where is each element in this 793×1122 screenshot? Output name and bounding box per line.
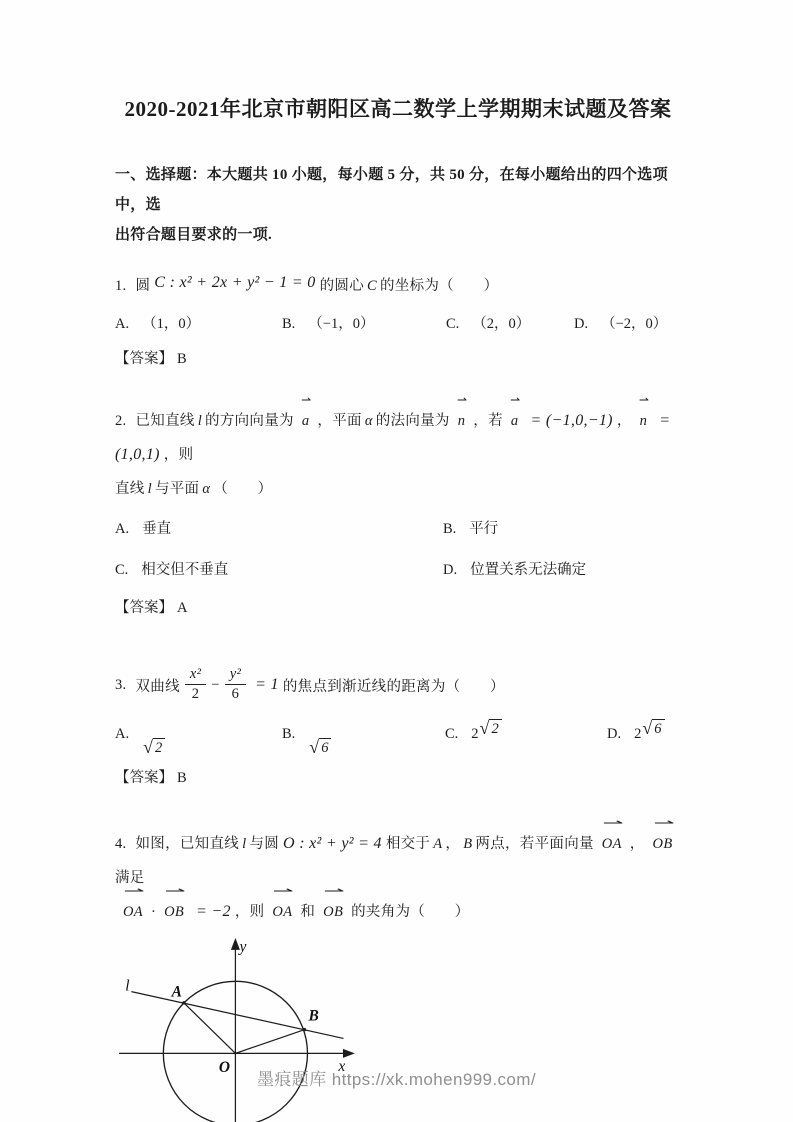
section-header-line1: 一、选择题：本大题共 10 小题，每小题 5 分，共 50 分，在每小题给出的四个选项中，选 xyxy=(115,167,668,213)
radical-value xyxy=(308,738,331,758)
segment-ob xyxy=(235,1029,304,1053)
variable-l: l xyxy=(242,835,247,852)
vector-n xyxy=(455,393,469,438)
stem-text: 和 xyxy=(300,903,316,920)
stem-text: 的焦点到渐近线的距离为（ ） xyxy=(282,678,505,695)
option-label: C. xyxy=(446,316,460,332)
question-2-number: 2. xyxy=(115,413,127,429)
question-4-stem-line1 xyxy=(115,815,681,898)
page-content xyxy=(0,94,793,1122)
option-label: A. xyxy=(115,726,130,742)
stem-text: 的方向向量为 xyxy=(205,413,294,429)
variable-alpha: α xyxy=(202,481,211,497)
stem-text: ， xyxy=(616,413,632,429)
vector-a-letter: a xyxy=(510,413,519,429)
circle-equation: O : x² + y² = 4 xyxy=(283,834,382,852)
option-b xyxy=(282,309,446,339)
question-1-number: 1. xyxy=(115,278,127,294)
answer-label: 【答案】 xyxy=(115,600,173,616)
vector-arrow-icon: ⇀ xyxy=(510,393,520,407)
vector-ob xyxy=(320,883,346,929)
option-text: 平行 xyxy=(469,521,499,537)
stem-text: ， xyxy=(629,835,645,852)
radicand: 2 xyxy=(489,719,501,738)
stem-text: 的圆心 xyxy=(319,278,364,294)
answer-value: B xyxy=(177,351,187,367)
vector-arrow-icon: ⇀ xyxy=(638,393,648,407)
option-d xyxy=(443,553,681,588)
vector-arrow-icon: ⇀ xyxy=(123,883,143,898)
option-b xyxy=(282,719,445,758)
radical-value xyxy=(471,719,501,749)
vector-n-value: = (1,0,1) xyxy=(115,412,671,463)
stem-text: 的夹角为（ ） xyxy=(351,903,470,920)
question-3-answer xyxy=(115,763,681,793)
vector-arrow-icon: ⇀ xyxy=(301,393,311,407)
minus-sign: − xyxy=(211,676,220,693)
equals-one: = 1 xyxy=(255,676,279,693)
answer-label: 【答案】 xyxy=(115,351,173,367)
question-3-stem xyxy=(115,657,681,713)
vector-ob xyxy=(650,815,676,861)
vector-oa-letters: OA xyxy=(123,903,143,920)
label-x: x xyxy=(338,1057,346,1075)
vector-oa xyxy=(599,815,625,861)
answer-label: 【答案】 xyxy=(115,769,173,786)
fraction-numerator: y² xyxy=(225,666,246,685)
stem-text: 满足 xyxy=(115,869,145,886)
dot-operator: · xyxy=(150,903,157,920)
question-2-stem-line2 xyxy=(115,472,681,506)
label-b: B xyxy=(308,1007,319,1025)
radical-coefficient: 2 xyxy=(634,726,642,742)
variable-c: C xyxy=(367,278,377,294)
sqrt-sign: √ xyxy=(479,718,490,738)
stem-text: ，则 xyxy=(234,903,265,920)
option-text: （1，0） xyxy=(142,316,201,332)
option-c xyxy=(446,309,574,339)
question-1-answer xyxy=(115,344,681,374)
stem-text: 圆 xyxy=(135,278,151,294)
sqrt-sign: √ xyxy=(642,718,653,738)
stem-text: ，若 xyxy=(473,413,503,429)
fraction-denominator: 6 xyxy=(231,685,240,702)
vector-arrow-icon: ⇀ xyxy=(323,883,343,898)
option-label: C. xyxy=(115,562,129,578)
stem-text: （ ） xyxy=(213,481,273,497)
label-y: y xyxy=(239,938,247,956)
question-4-number: 4. xyxy=(115,835,127,852)
question-3-number: 3. xyxy=(115,676,127,693)
option-label: D. xyxy=(574,316,589,332)
x-axis-arrow-icon xyxy=(343,1049,355,1058)
question-3-options xyxy=(115,719,681,758)
option-text: 位置关系无法确定 xyxy=(470,562,587,578)
stem-text: ，则 xyxy=(163,447,194,463)
dot-product-value: = −2 xyxy=(196,902,231,920)
vector-oa-letters: OA xyxy=(272,903,293,920)
stem-text: 两点，若平面向量 xyxy=(475,835,594,852)
sqrt-sign: √ xyxy=(143,737,153,757)
section-header-line2: 出符合题目要求的一项. xyxy=(115,227,273,243)
variable-l: l xyxy=(147,481,152,497)
question-2-options-row2 xyxy=(115,553,681,588)
question-1-options xyxy=(115,309,681,339)
segment-oa xyxy=(184,1003,235,1053)
option-b xyxy=(443,512,681,547)
radicand: 6 xyxy=(652,719,664,738)
radicand: 2 xyxy=(153,738,165,757)
stem-text: ，平面 xyxy=(317,413,362,429)
vector-oa xyxy=(120,883,146,929)
option-text: （2，0） xyxy=(472,316,531,332)
q4-circle-figure xyxy=(117,937,395,1122)
vector-arrow-icon: ⇀ xyxy=(653,815,673,830)
fraction-x2-over-2 xyxy=(185,666,206,704)
vector-a xyxy=(508,393,522,438)
vector-a-letter: a xyxy=(301,413,310,429)
point-b xyxy=(303,1028,307,1032)
question-4-figure-wrapper xyxy=(117,937,681,1122)
variable-b: B xyxy=(463,835,473,852)
fraction-y2-over-6 xyxy=(225,666,246,704)
vector-n xyxy=(637,393,651,438)
footer-watermark: 墨痕题库 https://xk.mohen999.com/ xyxy=(257,1070,536,1089)
option-d xyxy=(607,719,681,758)
option-label: B. xyxy=(282,726,296,742)
vector-ob-letters: OB xyxy=(323,903,344,920)
question-2-options-row1 xyxy=(115,512,681,547)
stem-text: ， xyxy=(445,835,461,852)
vector-a xyxy=(299,393,313,438)
circle-equation: C : x² + 2x + y² − 1 = 0 xyxy=(154,274,316,291)
vector-arrow-icon: ⇀ xyxy=(272,883,292,898)
question-1 xyxy=(115,266,681,374)
stem-text: 与平面 xyxy=(154,481,200,497)
option-a xyxy=(115,719,282,758)
answer-value: B xyxy=(177,769,187,786)
vector-n-letter: n xyxy=(457,413,466,429)
vector-arrow-icon: ⇀ xyxy=(164,883,184,898)
label-a: A xyxy=(171,983,182,1001)
radical-value xyxy=(634,719,664,749)
option-c xyxy=(115,553,443,588)
option-label: B. xyxy=(282,316,296,332)
variable-alpha: α xyxy=(364,413,373,429)
option-text: （−1，0） xyxy=(308,316,375,332)
vector-n-letter: n xyxy=(639,413,648,429)
radical-coefficient: 2 xyxy=(471,726,479,742)
stem-text: 相交于 xyxy=(385,835,431,852)
option-text: （−2，0） xyxy=(601,316,668,332)
page-title: 2020-2021年北京市朝阳区高二数学上学期期末试题及答案 xyxy=(124,97,672,121)
option-a xyxy=(115,309,282,339)
vector-arrow-icon: ⇀ xyxy=(456,393,467,407)
vector-ob xyxy=(161,883,187,929)
option-text: 相交但不垂直 xyxy=(141,562,229,578)
vector-a-value: = (−1,0,−1) xyxy=(530,412,613,429)
option-c xyxy=(445,719,607,758)
question-1-stem xyxy=(115,266,681,303)
question-2 xyxy=(115,393,681,623)
option-label: D. xyxy=(443,562,458,578)
option-label: C. xyxy=(445,726,459,742)
variable-l: l xyxy=(197,413,203,429)
point-a xyxy=(182,1001,186,1005)
radical-value xyxy=(142,738,165,758)
stem-text: 直线 xyxy=(115,481,145,497)
option-label: B. xyxy=(443,521,457,537)
question-4-stem-line2 xyxy=(115,883,681,929)
answer-value: A xyxy=(177,600,188,616)
section-header xyxy=(115,160,681,250)
question-2-answer xyxy=(115,593,681,623)
stem-text: 的坐标为（ ） xyxy=(379,278,499,294)
option-label: D. xyxy=(607,726,622,742)
option-a xyxy=(115,512,443,547)
option-label: A. xyxy=(115,521,130,537)
stem-text: 已知直线 xyxy=(135,413,195,429)
vector-ob-letters: OB xyxy=(652,835,673,852)
stem-text: 的法向量为 xyxy=(375,413,450,429)
fraction-denominator: 2 xyxy=(191,685,200,702)
stem-text: 双曲线 xyxy=(135,678,180,695)
radicand: 6 xyxy=(319,738,331,757)
sqrt-sign: √ xyxy=(309,737,320,757)
question-3 xyxy=(115,657,681,793)
vector-ob-letters: OB xyxy=(164,903,185,920)
option-label: A. xyxy=(115,316,130,332)
label-o: O xyxy=(218,1058,231,1076)
variable-a: A xyxy=(433,835,443,852)
label-l: l xyxy=(125,977,130,995)
question-2-stem-line1 xyxy=(115,393,681,472)
vector-oa-letters: OA xyxy=(601,835,622,852)
option-text: 垂直 xyxy=(142,521,172,537)
vector-oa xyxy=(269,883,295,929)
stem-text: 与圆 xyxy=(249,835,280,852)
option-d xyxy=(574,309,681,339)
fraction-numerator: x² xyxy=(185,666,206,685)
stem-text: 如图，已知直线 xyxy=(135,835,240,852)
vector-arrow-icon: ⇀ xyxy=(602,815,622,830)
